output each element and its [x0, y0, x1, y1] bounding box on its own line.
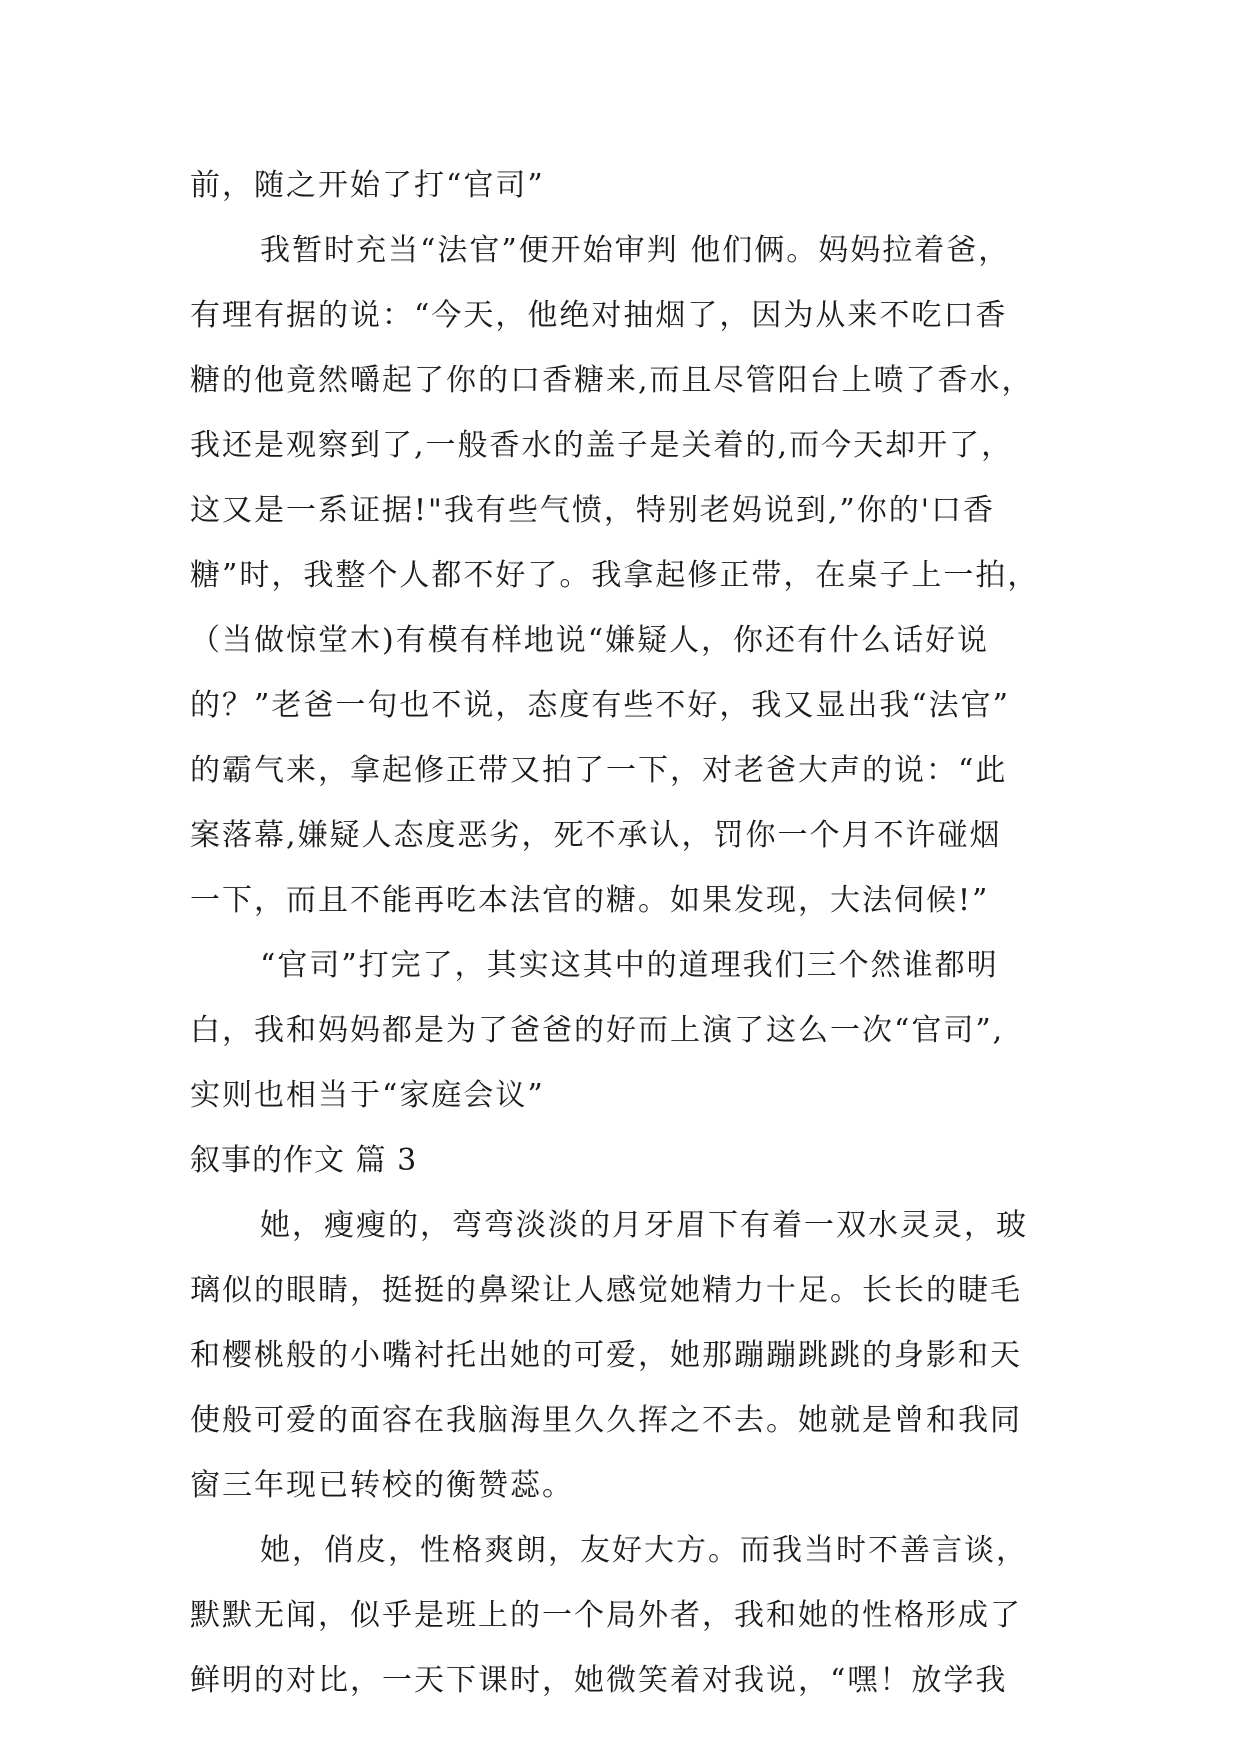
text-line: 她，瘦瘦的，弯弯淡淡的月牙眉下有着一双水灵灵，玻: [260, 1208, 1028, 1243]
text-line: 糖”时，我整个人都不好了。我拿起修正带，在桌子上一拍，: [190, 558, 1040, 593]
text-line: （当做惊堂木)有模有样地说“嫌疑人，你还有什么话好说: [190, 623, 990, 658]
text-line: 她，俏皮，性格爽朗，友好大方。而我当时不善言谈，: [260, 1533, 1028, 1568]
text-line: 糖的他竟然嚼起了你的口香糖来,而且尽管阳台上喷了香水，: [190, 363, 1034, 398]
text-line: 前，随之开始了打“官司”: [190, 168, 545, 203]
text-line: 鲜明的对比，一天下课时，她微笑着对我说，“嘿！放学我: [190, 1663, 1008, 1698]
text-line: 璃似的眼睛，挺挺的鼻梁让人感觉她精力十足。长长的睫毛: [190, 1273, 1022, 1308]
text-line: 的霸气来，拿起修正带又拍了一下，对老爸大声的说：“此: [190, 753, 1008, 788]
text-line: 我暂时充当“法官”便开始审判 他们俩。妈妈拉着爸，: [260, 233, 1011, 268]
section-heading: 叙事的作文 篇 3: [190, 1143, 418, 1178]
text-line: 默默无闻，似乎是班上的一个局外者，我和她的性格形成了: [190, 1598, 1022, 1633]
text-line: “官司”打完了，其实这其中的道理我们三个然谁都明: [260, 948, 999, 983]
text-line: 有理有据的说：“今天，他绝对抽烟了，因为从来不吃口香: [190, 298, 1008, 333]
text-line: 白，我和妈妈都是为了爸爸的好而上演了这么一次“官司”,: [190, 1013, 1005, 1048]
text-line: 的？”老爸一句也不说，态度有些不好，我又显出我“法官”: [190, 688, 1011, 723]
text-line: 窗三年现已转校的衡赞蕊。: [190, 1468, 574, 1503]
text-line: 一下，而且不能再吃本法官的糖。如果发现，大法伺候!”: [190, 883, 990, 918]
text-line: 使般可爱的面容在我脑海里久久挥之不去。她就是曾和我同: [190, 1403, 1022, 1438]
text-line: 和樱桃般的小嘴衬托出她的可爱，她那蹦蹦跳跳的身影和天: [190, 1338, 1022, 1373]
text-line: 案落幕,嫌疑人态度恶劣，死不承认，罚你一个月不许碰烟: [190, 818, 1002, 853]
text-line: 我还是观察到了,一般香水的盖子是关着的,而今天却开了，: [190, 428, 1014, 463]
text-line: 实则也相当于“家庭会议”: [190, 1078, 545, 1113]
text-line: 这又是一系证据!"我有些气愤，特别老妈说到,”你的'口香: [190, 493, 995, 528]
